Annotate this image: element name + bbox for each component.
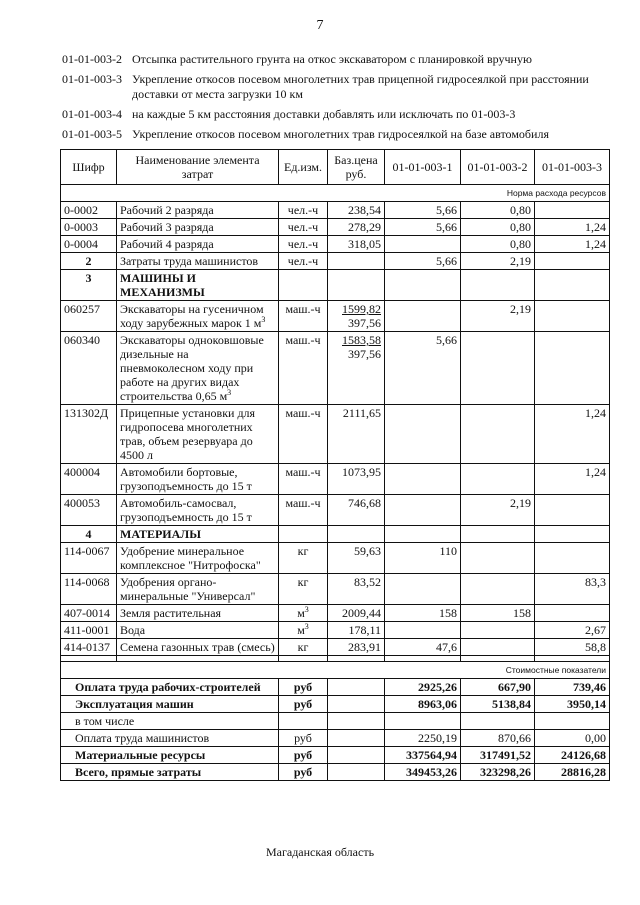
summary-row: [61, 696, 610, 713]
empty-cell: [385, 270, 461, 301]
table-row: [61, 605, 610, 622]
table-row: [61, 219, 610, 236]
value-01-01-003-1: 2250,19: [385, 730, 461, 747]
resource-unit: кг: [279, 543, 328, 574]
value-01-01-003-2: 5138,84: [461, 696, 535, 713]
resource-code: 0-0002: [61, 202, 117, 219]
summary-row: [61, 679, 610, 696]
value-01-01-003-1: [385, 301, 461, 332]
empty-cell: [535, 526, 610, 543]
value-01-01-003-2: [461, 574, 535, 605]
table-row: [61, 639, 610, 656]
summary-row: [61, 764, 610, 781]
section-number: 2: [61, 253, 117, 270]
value-01-01-003-3: [535, 332, 610, 405]
summary-label: Эксплуатация машин: [61, 696, 279, 713]
work-description: Укрепление откосов посевом многолетних трав гидросеялкой на базе автомобиля: [132, 127, 549, 141]
value-01-01-003-1: 8963,06: [385, 696, 461, 713]
value-01-01-003-1: [385, 464, 461, 495]
value-01-01-003-1: [385, 622, 461, 639]
resource-norms-table: [60, 149, 610, 781]
summary-unit: руб: [279, 730, 328, 747]
resource-unit: маш.-ч: [279, 332, 328, 405]
header-name: Наименование элемента затрат: [117, 150, 279, 185]
value-01-01-003-2: 2,19: [461, 253, 535, 270]
value-01-01-003-1: [385, 574, 461, 605]
value-01-01-003-3: 24126,68: [535, 747, 610, 764]
work-code: 01-01-003-3: [62, 72, 122, 86]
page-number: 7: [316, 18, 324, 33]
base-price: [328, 301, 385, 332]
section-row: [61, 270, 610, 301]
empty-cell: [279, 270, 328, 301]
base-price: [328, 253, 385, 270]
value-01-01-003-1: [385, 405, 461, 464]
superscript: 3: [261, 315, 266, 324]
resource-name: Рабочий 4 разряда: [117, 236, 279, 253]
value-01-01-003-2: [461, 622, 535, 639]
value-01-01-003-2: 667,90: [461, 679, 535, 696]
summary-unit: руб: [279, 679, 328, 696]
table-row: [61, 464, 610, 495]
base-price: 2009,44: [328, 605, 385, 622]
resource-name: Автомобили бортовые, грузоподъемность до 15 т: [117, 464, 279, 495]
table-row: [61, 405, 610, 464]
resource-name: Рабочий 2 разряда: [117, 202, 279, 219]
base-price: [328, 332, 385, 405]
base-price: [328, 464, 385, 495]
value-01-01-003-3: 0,00: [535, 730, 610, 747]
summary-label: Всего, прямые затраты: [61, 764, 279, 781]
value-01-01-003-2: 870,66: [461, 730, 535, 747]
value-01-01-003-2: [461, 713, 535, 730]
resource-name: Экскаваторы одноковшовые дизельные на пневмоколесном ходу при работе на других видах строительства 0,65 $м^3$: [117, 332, 279, 405]
value-01-01-003-2: [461, 332, 535, 405]
empty-cell: [328, 270, 385, 301]
table-row: [61, 495, 610, 526]
superscript: 3: [304, 605, 309, 614]
value-01-01-003-3: [535, 605, 610, 622]
value-01-01-003-2: [461, 639, 535, 656]
header-unit: Ед.изм.: [279, 150, 328, 185]
value-01-01-003-1: 349453,26: [385, 764, 461, 781]
header-price: Баз.цена руб.: [328, 150, 385, 185]
value-01-01-003-3: 1,24: [535, 219, 610, 236]
table-row: [61, 202, 610, 219]
value-01-01-003-1: 110: [385, 543, 461, 574]
value-01-01-003-3: [535, 495, 610, 526]
cost-subheader: [61, 662, 610, 679]
header-code: Шифр: [61, 150, 117, 185]
resource-unit: кг: [279, 639, 328, 656]
norm-subheader-cell: Норма расхода ресурсов: [61, 185, 610, 202]
norm-subheader: [61, 185, 610, 202]
summary-unit: руб: [279, 764, 328, 781]
empty-cell: [461, 270, 535, 301]
resource-unit: маш.-ч: [279, 495, 328, 526]
summary-label: Материальные ресурсы: [61, 747, 279, 764]
empty-cell: [279, 526, 328, 543]
value-01-01-003-3: [535, 202, 610, 219]
resource-unit: маш.-ч: [279, 405, 328, 464]
table-header-row: [61, 150, 610, 185]
value-01-01-003-2: [461, 405, 535, 464]
table-row: [61, 236, 610, 253]
resource-name: Рабочий 3 разряда: [117, 219, 279, 236]
resource-unit: $м^3$: [279, 605, 328, 622]
table-row: [61, 622, 610, 639]
base-price-main: 1583,58: [342, 333, 381, 347]
base-price: 178,11: [328, 622, 385, 639]
resource-unit: кг: [279, 574, 328, 605]
value-01-01-003-1: [385, 495, 461, 526]
empty-cell: [461, 526, 535, 543]
empty-cell: [328, 713, 385, 730]
value-01-01-003-1: 5,66: [385, 253, 461, 270]
value-01-01-003-3: 58,8: [535, 639, 610, 656]
superscript: 3: [304, 622, 309, 631]
resource-code: 0-0004: [61, 236, 117, 253]
resource-code: 400053: [61, 495, 117, 526]
section-title: МАШИНЫ И МЕХАНИЗМЫ: [117, 270, 279, 301]
base-price: 83,52: [328, 574, 385, 605]
summary-unit: [279, 713, 328, 730]
base-price-main: 2111,65: [342, 406, 381, 420]
resource-code: 0-0003: [61, 219, 117, 236]
value-01-01-003-1: 337564,94: [385, 747, 461, 764]
value-01-01-003-2: 158: [461, 605, 535, 622]
section-row: [61, 253, 610, 270]
resource-name: Вода: [117, 622, 279, 639]
base-price: 278,29: [328, 219, 385, 236]
section-number: 4: [61, 526, 117, 543]
resource-code: 414-0137: [61, 639, 117, 656]
base-price-main: 1073,95: [342, 465, 381, 479]
header-col3: 01-01-003-3: [535, 150, 610, 185]
resource-unit: чел.-ч: [279, 236, 328, 253]
superscript: 3: [227, 388, 232, 397]
base-price-wage: 397,56: [348, 316, 381, 330]
value-01-01-003-3: 83,3: [535, 574, 610, 605]
resource-unit: маш.-ч: [279, 464, 328, 495]
value-01-01-003-1: [385, 713, 461, 730]
resource-code: 060340: [61, 332, 117, 405]
value-01-01-003-3: 2,67: [535, 622, 610, 639]
value-01-01-003-2: [461, 464, 535, 495]
section-title: МАТЕРИАЛЫ: [117, 526, 279, 543]
resource-unit: чел.-ч: [279, 219, 328, 236]
summary-row: [61, 730, 610, 747]
work-description: на каждые 5 км расстояния доставки добавлять или исключать по 01-003-3: [132, 107, 516, 121]
resource-code: 114-0067: [61, 543, 117, 574]
section-number: 3: [61, 270, 117, 301]
resource-unit: $м^3$: [279, 622, 328, 639]
value-01-01-003-2: 0,80: [461, 202, 535, 219]
work-heading: [62, 72, 602, 102]
resource-code: 060257: [61, 301, 117, 332]
resource-name: Земля растительная: [117, 605, 279, 622]
resource-code: 411-0001: [61, 622, 117, 639]
resource-name: Удобрение минеральное комплексное "Нитрофоска": [117, 543, 279, 574]
value-01-01-003-1: 47,6: [385, 639, 461, 656]
resource-name: Прицепные установки для гидропосева многолетних трав, объем резервуара до 4500 л: [117, 405, 279, 464]
resource-name: Автомобиль-самосвал, грузоподъемность до 15 т: [117, 495, 279, 526]
resource-name: Удобрения органо-минеральные "Универсал": [117, 574, 279, 605]
resource-code: 400004: [61, 464, 117, 495]
base-price: [328, 495, 385, 526]
value-01-01-003-1: 5,66: [385, 202, 461, 219]
summary-label: Оплата труда рабочих-строителей: [61, 679, 279, 696]
section-name: Затраты труда машинистов: [117, 253, 279, 270]
base-price: [328, 405, 385, 464]
empty-cell: [328, 747, 385, 764]
empty-cell: [328, 764, 385, 781]
value-01-01-003-2: 0,80: [461, 219, 535, 236]
value-01-01-003-3: [535, 713, 610, 730]
resource-unit: чел.-ч: [279, 202, 328, 219]
summary-row: [61, 713, 610, 730]
value-01-01-003-1: 158: [385, 605, 461, 622]
value-01-01-003-1: [385, 236, 461, 253]
value-01-01-003-3: [535, 301, 610, 332]
summary-label: Оплата труда машинистов: [61, 730, 279, 747]
table-row: [61, 332, 610, 405]
value-01-01-003-1: 5,66: [385, 219, 461, 236]
resource-code: 114-0068: [61, 574, 117, 605]
summary-unit: руб: [279, 747, 328, 764]
value-01-01-003-3: 739,46: [535, 679, 610, 696]
value-01-01-003-2: 317491,52: [461, 747, 535, 764]
summary-row: [61, 747, 610, 764]
region-footer: Магаданская область: [265, 845, 375, 859]
value-01-01-003-3: 3950,14: [535, 696, 610, 713]
value-01-01-003-3: 28816,28: [535, 764, 610, 781]
resource-unit: чел.-ч: [279, 253, 328, 270]
table-row: [61, 301, 610, 332]
value-01-01-003-3: 1,24: [535, 405, 610, 464]
value-01-01-003-2: [461, 543, 535, 574]
value-01-01-003-2: 0,80: [461, 236, 535, 253]
resource-name: Экскаваторы на гусеничном ходу зарубежных марок 1 $м^3$: [117, 301, 279, 332]
work-code: 01-01-003-2: [62, 52, 122, 66]
work-description: Укрепление откосов посевом многолетних трав прицепной гидросеялкой при расстоянии доставки от места загрузки 10 км: [132, 72, 589, 101]
resource-name: Семена газонных трав (смесь): [117, 639, 279, 656]
value-01-01-003-1: 5,66: [385, 332, 461, 405]
base-price-main: 746,68: [348, 496, 381, 510]
empty-cell: [385, 526, 461, 543]
empty-cell: [328, 526, 385, 543]
section-row: [61, 526, 610, 543]
work-heading: [62, 107, 602, 122]
work-code: 01-01-003-5: [62, 127, 122, 141]
summary-label: в том числе: [61, 713, 279, 730]
work-description: Отсыпка растительного грунта на откос экскаватором с планировкой вручную: [132, 52, 532, 66]
empty-cell: [328, 730, 385, 747]
work-heading: [62, 127, 602, 142]
header-col2: 01-01-003-2: [461, 150, 535, 185]
empty-cell: [328, 679, 385, 696]
value-01-01-003-3: [535, 543, 610, 574]
base-price: 318,05: [328, 236, 385, 253]
base-price: 238,54: [328, 202, 385, 219]
empty-cell: [328, 696, 385, 713]
work-code: 01-01-003-4: [62, 107, 122, 121]
value-01-01-003-2: 2,19: [461, 495, 535, 526]
value-01-01-003-3: 1,24: [535, 464, 610, 495]
base-price: 283,91: [328, 639, 385, 656]
resource-unit: маш.-ч: [279, 301, 328, 332]
value-01-01-003-1: 2925,26: [385, 679, 461, 696]
base-price: 59,63: [328, 543, 385, 574]
work-heading: [62, 52, 602, 67]
cost-subheader-cell: Стоимостные показатели: [61, 662, 610, 679]
summary-unit: руб: [279, 696, 328, 713]
base-price-wage: 397,56: [348, 347, 381, 361]
value-01-01-003-3: [535, 253, 610, 270]
base-price-main: 1599,82: [342, 302, 381, 316]
resource-code: 407-0014: [61, 605, 117, 622]
value-01-01-003-3: 1,24: [535, 236, 610, 253]
table-row: [61, 543, 610, 574]
empty-cell: [535, 270, 610, 301]
work-headings: [62, 52, 602, 147]
table-row: [61, 574, 610, 605]
value-01-01-003-2: 2,19: [461, 301, 535, 332]
resource-code: 131302Д: [61, 405, 117, 464]
value-01-01-003-2: 323298,26: [461, 764, 535, 781]
header-col1: 01-01-003-1: [385, 150, 461, 185]
